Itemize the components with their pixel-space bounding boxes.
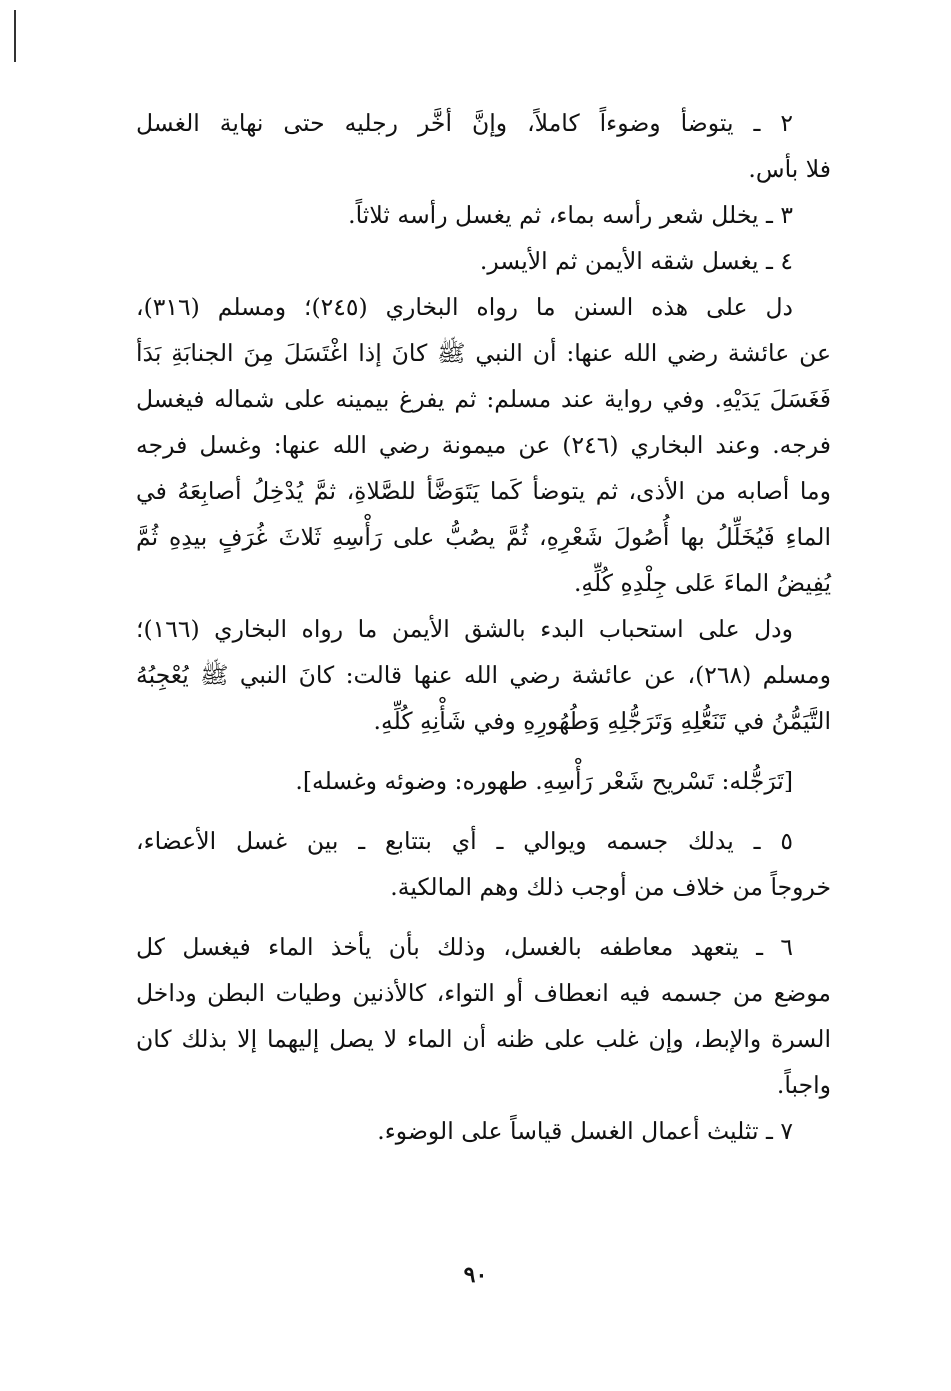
text-line: فرجه. وعند البخاري (٢٤٦) عن ميمونة رضي الله عنها: وغسل فرجه [136,431,831,459]
text-line: ٧ ـ تثليث أعمال الغسل قياساً على الوضوء. [377,1117,793,1145]
text-line: ٢ ـ يتوضأ وضوءاً كاملاً، وإنَّ أخَّر رجليه حتى نهاية الغسل [136,109,793,137]
text-line: ٦ ـ يتعهد معاطفه بالغسل، وذلك بأن يأخذ الماء فيغسل كل [136,933,793,961]
text-line: دل على هذه السنن ما رواه البخاري (٢٤٥)؛ ومسلم (٣١٦)، [136,293,793,321]
text-line: التَّيَمُّنُ في تَنَعُّلِهِ وَتَرَجُّلِهِ وَطُهُورِهِ وفي شَأْنِهِ كُلِّهِ. [373,707,831,735]
text-line: ٤ ـ يغسل شقه الأيمن ثم الأيسر. [479,247,793,275]
page-number: ٩٠ [463,1262,488,1288]
text-line: خروجاً من خلاف من أوجب ذلك وهم المالكية. [390,873,831,901]
text-line: [تَرَجُّله: تَسْريح شَعْر رَأْسِهِ. طهوره: وضوئه وغسله]. [295,767,793,795]
text-line: ودل على استحباب البدء بالشق الأيمن ما رواه البخاري (١٦٦)؛ [136,615,793,643]
text-line: فلا بأس. [748,155,831,183]
text-body [136,100,831,1154]
text-line: ٥ ـ يدلك جسمه ويوالي ـ أي بتتابع ـ بين غسل الأعضاء، [136,827,793,855]
text-line: ومسلم (٢٦٨)، عن عائشة رضي الله عنها قالت: كانَ النبي ﷺ يُعْجِبُهُ [136,661,831,689]
text-line: موضع من جسمه فيه انعطاف أو التواء، كالأذنين وطيات البطن وداخل [136,979,831,1007]
text-line: الماءِ فَيُخَلِّلُ بها أُصُولَ شَعْرِهِ، ثُمَّ يصُبُّ على رَأْسِهِ ثَلاثَ غُرَفٍ بيدِهِ ثُمَّ [136,523,831,551]
text-line: فَغَسَلَ يَدَيْهِ. وفي رواية عند مسلم: ثم يفرغ بيمينه على شماله فيغسل [136,385,831,413]
text-line: واجباً. [776,1071,831,1099]
text-line: يُفِيضُ الماءَ عَلى جِلْدِهِ كُلِّهِ. [573,569,831,597]
text-line: السرة والإبط، وإن غلب على ظنه أن الماء لا يصل إليهما إلا بذلك كان [136,1025,831,1053]
page-edge-line [14,10,16,62]
text-line: ٣ ـ يخلل شعر رأسه بماء، ثم يغسل رأسه ثلاثاً. [348,201,793,229]
text-line: وما أصابه من الأذى، ثم يتوضأ كَما يَتَوَضَّأ للصَّلاةِ، ثمَّ يُدْخِلُ أصابِعَهُ في [136,477,831,505]
text-line: عن عائشة رضي الله عنها: أن النبي ﷺ كانَ إذا اغْتَسَلَ مِنَ الجنابَةِ بَدَأ [136,339,831,367]
